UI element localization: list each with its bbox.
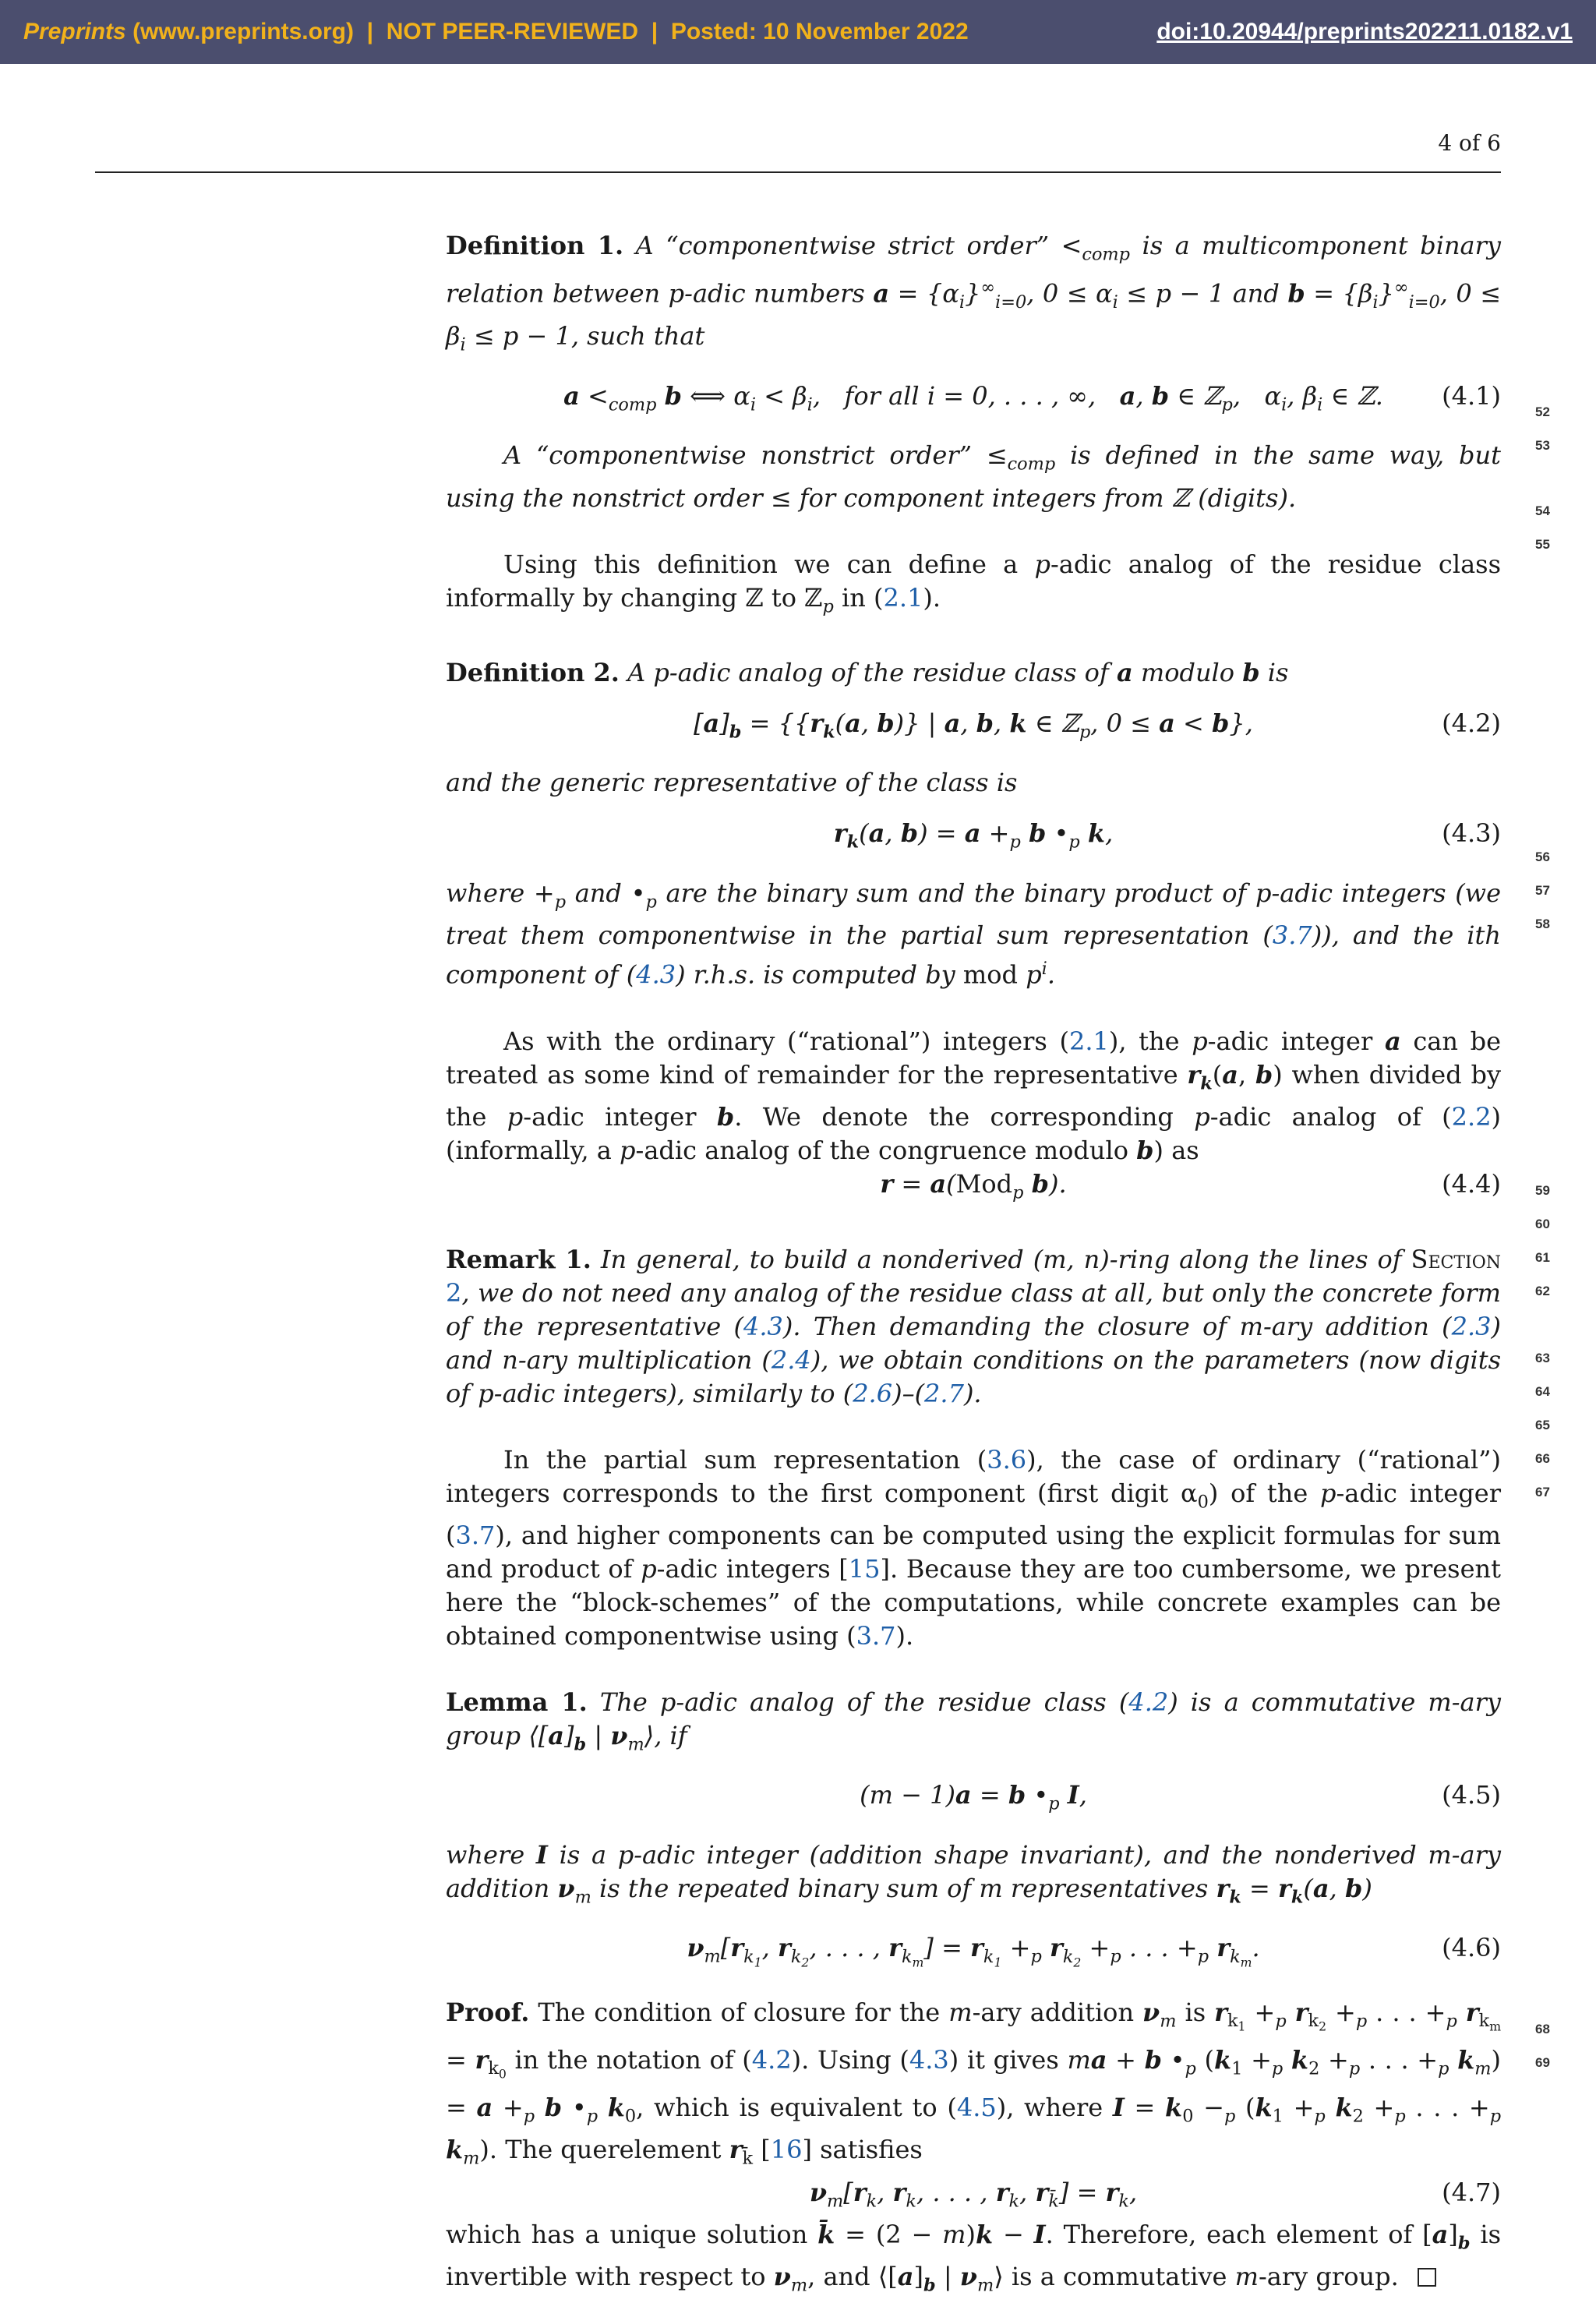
line-number: 54: [1535, 503, 1550, 518]
equation-number: (4.2): [1442, 708, 1501, 738]
rational-paragraph: As with the ordinary (“rational”) integers (2.1), the p-adic integer a can be treated as some kind of remainder for the representative $r_k(a$, b) when divided by the p-adic integer b. We denote the corresponding p-adic analog of (2.2) (informally, a p-adic analog of the congruence modulo b) as: [446, 1026, 1502, 1166]
doi-link[interactable]: doi:10.20944/preprints202211.0182.v1: [1156, 19, 1573, 44]
banner-site[interactable]: (www.preprints.org): [132, 19, 354, 44]
line-number: 63: [1535, 1351, 1550, 1365]
lemma-where-paragraph: where I is a p-adic integer (addition shape invariant), and the nonderived m-ary addition $\nu_m$ is the repeated binary sum of m representatives $r_k = r_k(a$, b): [446, 1839, 1501, 1908]
page-content: [446, 229, 1501, 2303]
equation-4-3: $r_k(a$, $b) = a +_p$ b $•_p$ k, (4.3): [833, 818, 1501, 853]
equation-4-5: (m − 1)a = b $•_p$ I, (4.5): [860, 1780, 1501, 1814]
line-number: 55: [1535, 537, 1550, 552]
line-number: 64: [1535, 1384, 1550, 1399]
line-number: 57: [1535, 883, 1550, 898]
using-paragraph: Using this definition we can define a p-adic analog of the residue class informally by changing ℤ to ℤ$_p$ in (2.1).: [446, 549, 1502, 616]
proof: Proof. The condition of closure for the m-ary addition $\nu_m$ is $r_{k_1} +_p$ $r_{k_2} +_p$ . . . $+_p$ $r_{k_m} = r_{k_0}$ in the notation of (4.2). Using (4.3) it gives ma + b $•_p$ ($k_1 +_p$ $k_2 +_p$ . . . $+_p$ $k_m) = a +_p$ b $•_p$ $k_0$, which is equivalent to (4.5), where $I = k_0 -_p$ ($k_1 +_p$ $k_2 +_p$ . . . $+_p$ $k_m$). The querelement $r_{k̄}$ [16] satisfies: [446, 1997, 1502, 2169]
line-number: 66: [1535, 1451, 1550, 1466]
nonstrict-paragraph: A “componentwise nonstrict order” $\le_{comp}$ is defined in the same way, but using the nonstrict order ≤ for component integers from ℤ (digits).: [446, 440, 1502, 513]
equation-4-1: $a <_{comp}$ b ⟺ $\alpha_i < \beta_i$, for all i = 0, . . . , ∞, a, b ∈ ℤ$_p$, $\alpha_i$, $\beta_i$ ∈ ℤ. (4.1): [563, 380, 1501, 415]
equation-4-7: $\nu_m[r_k$, $r_k$, . . . , $r_k$, $r_{k̄}] = r_k$, (4.7): [809, 2177, 1501, 2211]
line-number: 53: [1535, 438, 1550, 453]
banner-preprints: Preprints: [23, 19, 126, 44]
where-paragraph: where $+_p$ and $•_p$ are the binary sum and the binary product of p-adic integers (we treat them componentwise in the partial sum representation (3.7)), and the ith component of (4.3) r.h.s. is computed by mod $p^i$.: [446, 878, 1502, 990]
generic-representative-text: and the generic representative of the class is: [446, 768, 1018, 798]
lemma-1: Lemma 1. The p-adic analog of the residue class (4.2) is a commutative m-ary group $⟨[a]_b$ | $\nu_m⟩$, if: [446, 1687, 1502, 1755]
page-number: 4 of 6: [1438, 130, 1501, 156]
equation-number: (4.4): [1442, 1169, 1501, 1199]
proof-label: Proof.: [446, 1997, 530, 2028]
equation-number: (4.1): [1442, 380, 1501, 411]
remark-label: Remark 1.: [446, 1244, 591, 1274]
banner-separator: |: [651, 19, 659, 44]
line-number: 61: [1535, 1250, 1550, 1265]
preprint-banner: [0, 0, 1596, 64]
definition-1: Definition 1. A “componentwise strict order” $<_{comp}$ is a multicomponent binary relation between p-adic numbers $a = \{\alpha_i\}^\infty_{i=0}$, $0 \le \alpha_i \le p - 1$ and $b = \{\beta_i\}^\infty_{i=0}$, $0 \le \beta_i \le p - 1$, such that: [446, 231, 1502, 355]
line-number: 62: [1535, 1284, 1550, 1298]
line-number: 69: [1535, 2055, 1550, 2070]
equation-number: (4.6): [1442, 1933, 1501, 1963]
banner-status: NOT PEER-REVIEWED: [386, 19, 639, 44]
equation-number: (4.7): [1442, 2177, 1501, 2207]
definition-2: Definition 2. A p-adic analog of the residue class of a modulo b is: [446, 658, 1289, 687]
line-number: 52: [1535, 404, 1550, 419]
line-number: 59: [1535, 1183, 1550, 1198]
banner-posted: Posted: 10 November 2022: [670, 19, 969, 44]
equation-4-6: $\nu_m[r_{k_1}$, $r_{k_2}$, . . . , $r_{k_m}] = r_{k_1} +_p$ $r_{k_2} +_p$ . . . $+_p$ $r_{k_m}$. (4.6): [687, 1933, 1501, 1970]
equation-4-4: r = a(Mod$_p$ b). (4.4): [880, 1169, 1501, 1203]
equation-4-2: $[a]_b = \{\{r_k(a$, b)} | a, b, k ∈ ℤ$_p$, 0 ≤ a < b}, (4.2): [694, 708, 1501, 743]
line-number: 58: [1535, 917, 1550, 931]
equation-number: (4.5): [1442, 1780, 1501, 1810]
partial-sum-paragraph: In the partial sum representation (3.6), the case of ordinary (“rational”) integers corresponds to the first component (first digit $\alpha_0$) of the p-adic integer (3.7), and higher components can be computed using the explicit formulas for sum and product of p-adic integers [15]. Because they are too cumbersome, we present here the “block-schemes” of the computations, while concrete examples can be obtained componentwise using (3.7).: [446, 1444, 1502, 1651]
header-rule: [95, 171, 1501, 173]
lemma-label: Lemma 1.: [446, 1687, 588, 1717]
line-number: 60: [1535, 1217, 1550, 1231]
line-number: 67: [1535, 1485, 1550, 1499]
line-number: 68: [1535, 2022, 1550, 2036]
proof-conclusion: which has a unique solution k̄ = (2 − m)k − I. Therefore, each element of $[a]_b$ is invertible with respect to $\nu_m$, and $⟨[a]_b$ | $\nu_m⟩$ is a commutative m-ary group.: [446, 2219, 1502, 2296]
qed-symbol: [1418, 2268, 1436, 2287]
remark-1: Remark 1. In general, to build a nonderived (m, n)-ring along the lines of Section 2, we do not need any analog of the residue class at all, but only the concrete form of the representative (4.3). Then demanding the closure of m-ary addition (2.3) and n-ary multiplication (2.4), we obtain conditions on the parameters (now digits of p-adic integers), similarly to (2.6)–(2.7).: [446, 1244, 1502, 1408]
banner-left: [23, 19, 969, 45]
line-number: 56: [1535, 849, 1550, 864]
definition-label: Definition 2.: [446, 658, 620, 687]
line-number: 65: [1535, 1418, 1550, 1432]
banner-separator: |: [366, 19, 374, 44]
equation-number: (4.3): [1442, 818, 1501, 849]
definition-label: Definition 1.: [446, 231, 624, 260]
